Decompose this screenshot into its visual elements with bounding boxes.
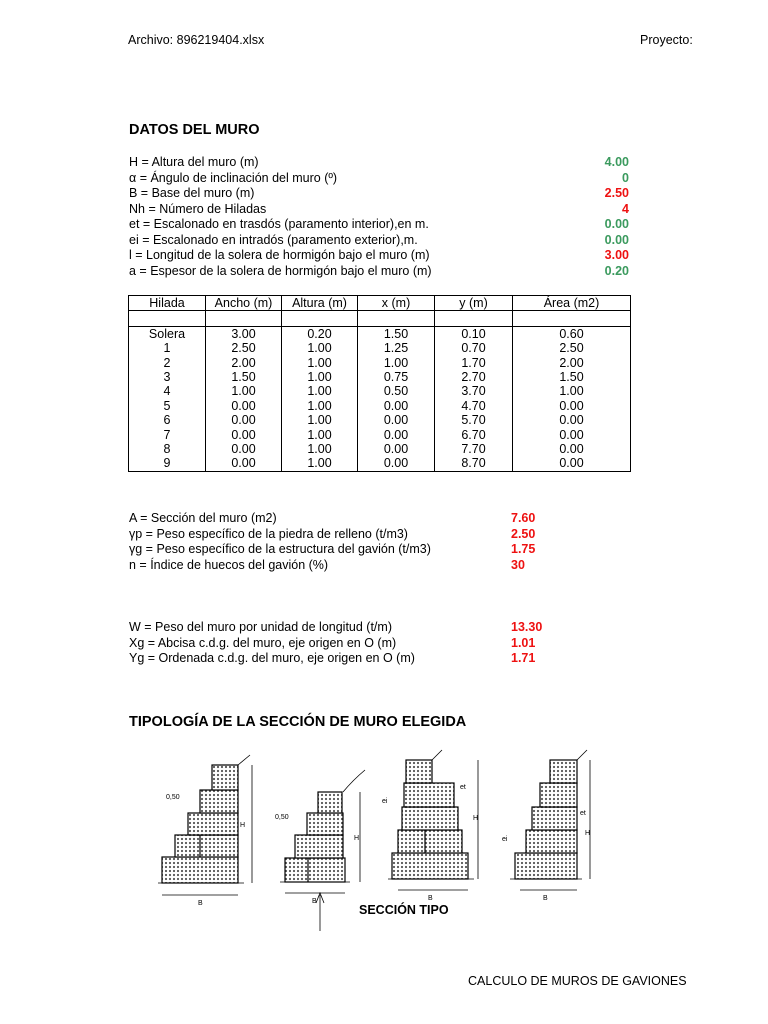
table-cell: 0.00	[206, 399, 282, 413]
dato-label: et = Escalonado en trasdós (paramento interior),en m.	[129, 217, 429, 231]
table-cell: 1.50	[358, 326, 435, 341]
table-cell: 0.00	[513, 442, 631, 456]
table-cell: 1.00	[282, 356, 358, 370]
datos-title: DATOS DEL MURO	[129, 122, 260, 138]
table-cell: 3	[129, 370, 206, 384]
dim-050-a: 0,50	[166, 794, 180, 801]
resultado-label: n = Índice de huecos del gavión (%)	[129, 557, 329, 572]
table-cell: 0.00	[513, 456, 631, 471]
table-cell: 8	[129, 442, 206, 456]
resultado-value: 1.75	[511, 542, 536, 556]
dato-label: B = Base del muro (m)	[129, 186, 255, 200]
table-cell: 0.00	[358, 399, 435, 413]
table-cell: 2.50	[513, 341, 631, 355]
dato-row	[129, 155, 629, 171]
dato-row	[129, 248, 629, 264]
table-cell: 1.00	[513, 384, 631, 398]
table-cell: 1.00	[282, 370, 358, 384]
resultado-label: γp = Peso específico de la piedra de relleno (t/m3)	[129, 526, 408, 541]
dato-value: 4	[622, 201, 629, 216]
table-cell: 1.00	[282, 442, 358, 456]
resultado-value: 1.71	[511, 651, 536, 665]
table-cell: 0.00	[358, 442, 435, 456]
table-cell: 2	[129, 356, 206, 370]
table-cell: 7.70	[435, 442, 513, 456]
table-cell: 0.10	[435, 326, 513, 341]
col-altura: Altura (m)	[282, 296, 358, 311]
col-y: y (m)	[435, 296, 513, 311]
dato-value: 3.00	[604, 248, 629, 262]
dim-h-1: H	[240, 822, 246, 829]
table-cell: 2.50	[206, 341, 282, 355]
table-cell: Solera	[129, 326, 206, 341]
table-cell: 8.70	[435, 456, 513, 471]
table-cell: 1.00	[282, 399, 358, 413]
table-cell: 6	[129, 413, 206, 427]
dato-label: l = Longitud de la solera de hormigón bajo el muro (m)	[129, 248, 430, 262]
resultados-1	[129, 511, 579, 573]
table-cell: 0.00	[513, 428, 631, 442]
table-cell: 5	[129, 399, 206, 413]
dim-ei-3: ei	[382, 798, 388, 805]
table-cell: 2.00	[206, 356, 282, 370]
resultado-value: 13.30	[511, 620, 543, 634]
resultado-value: 7.60	[511, 511, 536, 525]
tipologia-title: TIPOLOGÍA DE LA SECCIÓN DE MURO ELEGIDA	[129, 714, 467, 730]
table-row	[129, 399, 631, 413]
resultado-value: 1.01	[511, 635, 536, 650]
table-cell: 3.00	[206, 326, 282, 341]
resultado-label: A = Sección del muro (m2)	[129, 511, 277, 525]
table-row	[129, 442, 631, 456]
table-cell: 7	[129, 428, 206, 442]
table-spacer-row	[129, 311, 631, 326]
dim-h-4: H	[585, 830, 591, 837]
dato-label: H = Altura del muro (m)	[129, 155, 259, 169]
table-cell: 0.00	[206, 442, 282, 456]
dim-b-1: B	[198, 900, 203, 907]
table-cell: 1	[129, 341, 206, 355]
table-cell: 1.70	[435, 356, 513, 370]
table-cell: 1.00	[282, 384, 358, 398]
footer-title: CALCULO DE MUROS DE GAVIONES	[468, 974, 687, 988]
table-cell: 5.70	[435, 413, 513, 427]
dim-b-2: B	[312, 898, 317, 905]
resultados-2	[129, 620, 579, 667]
table-cell: 1.00	[358, 356, 435, 370]
dato-value: 4.00	[604, 155, 629, 169]
table-cell: 1.00	[282, 456, 358, 471]
resultado-value: 30	[511, 557, 525, 572]
dato-value: 2.50	[604, 186, 629, 200]
dato-row	[129, 171, 629, 187]
table-row	[129, 326, 631, 341]
table-row	[129, 456, 631, 471]
table-cell: 0.70	[435, 341, 513, 355]
table-row	[129, 413, 631, 427]
table-cell: 6.70	[435, 428, 513, 442]
col-hilada: Hilada	[129, 296, 206, 311]
dim-et-3: et	[460, 784, 466, 791]
table-cell: 0.50	[358, 384, 435, 398]
dim-h-2: H	[354, 835, 360, 842]
resultado-row	[129, 558, 579, 574]
table-row	[129, 428, 631, 442]
table-cell: 0.20	[282, 326, 358, 341]
table-row	[129, 384, 631, 398]
table-cell: 1.00	[282, 413, 358, 427]
dim-b-4: B	[543, 895, 548, 902]
table-cell: 0.00	[206, 456, 282, 471]
table-cell: 4	[129, 384, 206, 398]
table-cell: 2.00	[513, 356, 631, 370]
dato-label: α = Ángulo de inclinación del muro (º)	[129, 170, 338, 185]
dato-row	[129, 264, 629, 280]
table-cell: 9	[129, 456, 206, 471]
col-x: x (m)	[358, 296, 435, 311]
datos-list	[129, 155, 629, 279]
table-cell: 4.70	[435, 399, 513, 413]
resultado-row	[129, 511, 579, 527]
table-cell: 0.00	[206, 428, 282, 442]
resultado-row	[129, 527, 579, 543]
table-cell: 1.00	[282, 428, 358, 442]
dato-label: a = Espesor de la solera de hormigón bajo el muro (m)	[129, 263, 432, 278]
project-label: Proyecto:	[640, 33, 693, 47]
table-cell: 1.50	[513, 370, 631, 384]
dato-row	[129, 233, 629, 249]
table-cell: 0.00	[358, 428, 435, 442]
resultado-value: 2.50	[511, 526, 536, 541]
dato-value: 0.00	[604, 232, 629, 247]
resultado-row	[129, 651, 579, 667]
resultado-label: Yg = Ordenada c.d.g. del muro, eje origen en O (m)	[129, 651, 415, 665]
dato-row	[129, 186, 629, 202]
dim-b-3: B	[428, 895, 433, 902]
dato-label: Nh = Número de Hiladas	[129, 201, 267, 216]
table-row	[129, 370, 631, 384]
table-cell: 0.75	[358, 370, 435, 384]
table-cell: 0.00	[358, 413, 435, 427]
resultado-label: W = Peso del muro por unidad de longitud (t/m)	[129, 620, 392, 634]
resultado-label: Xg = Abcisa c.d.g. del muro, eje origen en O (m)	[129, 635, 397, 650]
table-row	[129, 341, 631, 355]
dim-h-3: H	[473, 815, 479, 822]
dato-row	[129, 217, 629, 233]
table-cell: 1.00	[282, 341, 358, 355]
resultado-label: γg = Peso específico de la estructura del gavión (t/m3)	[129, 542, 431, 556]
dim-ei-4: ei	[502, 836, 508, 843]
file-name: Archivo: 896219404.xlsx	[128, 33, 265, 47]
hiladas-table	[128, 295, 631, 472]
table-row	[129, 356, 631, 370]
dato-value: 0	[622, 170, 629, 185]
seccion-tipo-caption: SECCIÓN TIPO	[359, 903, 449, 917]
table-cell: 0.00	[358, 456, 435, 471]
col-area: Área (m2)	[513, 296, 631, 311]
table-cell: 1.00	[206, 384, 282, 398]
table-cell: 1.50	[206, 370, 282, 384]
resultado-row	[129, 542, 579, 558]
dim-et-4: et	[580, 810, 586, 817]
resultado-row	[129, 636, 579, 652]
table-cell: 0.60	[513, 326, 631, 341]
table-header-row	[129, 296, 631, 311]
dato-label: ei = Escalonado en intradós (paramento exterior),m.	[129, 232, 418, 247]
dato-value: 0.00	[604, 217, 629, 231]
resultado-row	[129, 620, 579, 636]
table-cell: 3.70	[435, 384, 513, 398]
dim-050-b: 0,50	[275, 814, 289, 821]
table-cell: 0.00	[513, 413, 631, 427]
table-cell: 1.25	[358, 341, 435, 355]
table-cell: 0.00	[206, 413, 282, 427]
dato-row	[129, 202, 629, 218]
dato-value: 0.20	[604, 263, 629, 278]
col-ancho: Ancho (m)	[206, 296, 282, 311]
table-cell: 2.70	[435, 370, 513, 384]
table-cell: 0.00	[513, 399, 631, 413]
